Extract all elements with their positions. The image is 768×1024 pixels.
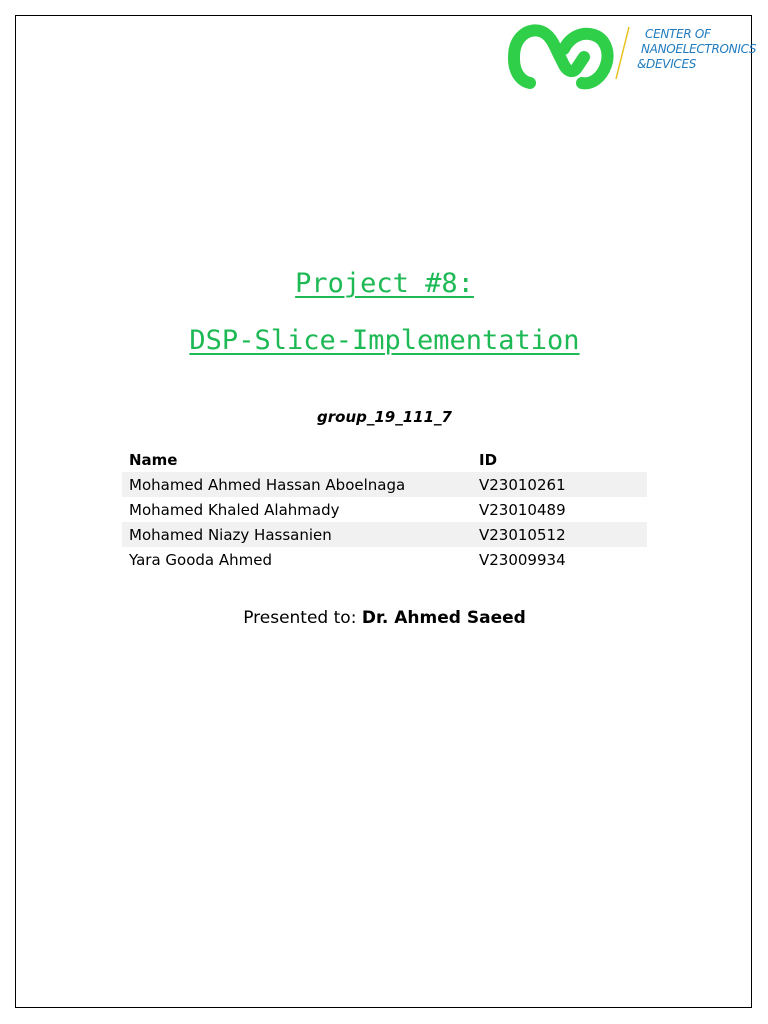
member-id: V23010489	[479, 500, 566, 519]
logo-line-2: NANOELECTRONICS	[641, 42, 757, 56]
document-page	[15, 15, 757, 1008]
table-row	[122, 497, 647, 522]
nanoelectronics-logo-icon	[506, 19, 631, 91]
table-row	[122, 522, 647, 547]
member-id: V23010512	[473, 522, 647, 547]
logo-text	[637, 27, 756, 72]
logo-line-1: CENTER OF	[645, 27, 711, 41]
project-number-title: Project #8:	[295, 268, 474, 299]
member-name: Mohamed Khaled Alahmady	[129, 500, 340, 519]
supervisor-name: Dr. Ahmed Saeed	[361, 608, 526, 628]
member-name: Mohamed Ahmed Hassan Aboelnaga	[122, 472, 473, 497]
group-id: group_19_111_7	[317, 408, 452, 426]
table-row	[122, 547, 647, 572]
logo-line-3: &DEVICES	[637, 57, 697, 71]
member-name: Yara Gooda Ahmed	[129, 550, 273, 569]
name-column-header: Name	[129, 451, 178, 469]
project-name-title: DSP-Slice-Implementation	[189, 325, 580, 356]
member-name: Mohamed Niazy Hassanien	[122, 522, 473, 547]
presented-to-line	[16, 608, 753, 628]
center-logo	[506, 19, 756, 91]
presented-to-label: Presented to:	[243, 608, 357, 628]
members-table	[122, 448, 647, 572]
table-row	[122, 472, 647, 497]
table-header-row	[122, 448, 647, 472]
member-id: V23010261	[473, 472, 647, 497]
id-column-header: ID	[479, 451, 498, 469]
member-id: V23009934	[479, 550, 566, 569]
